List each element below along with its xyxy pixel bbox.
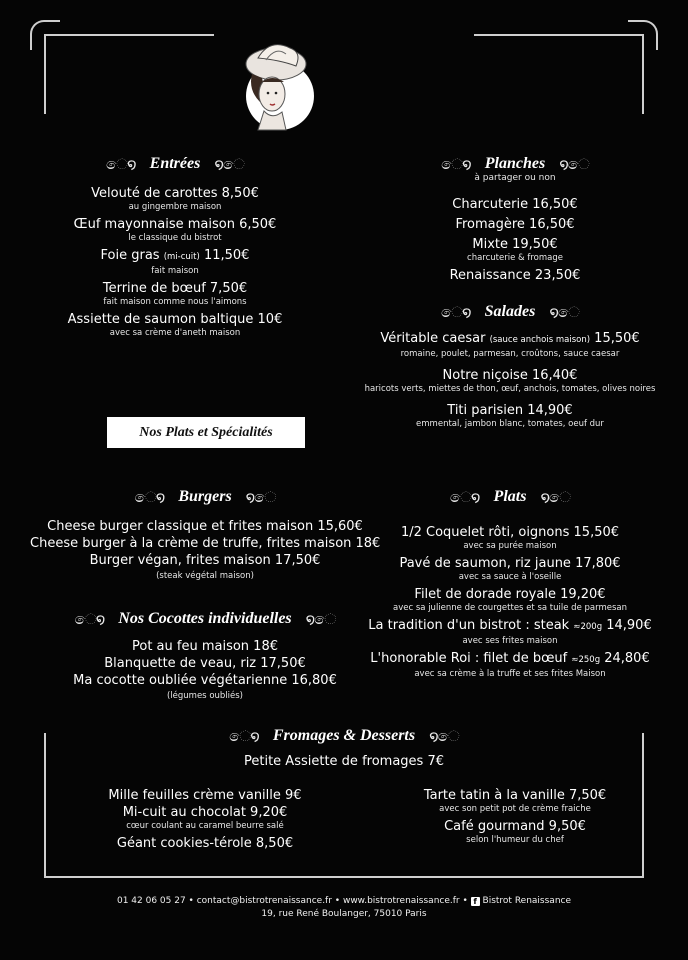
cocottes-section [40,610,370,702]
desserts-title: Fromages & Desserts [272,727,416,744]
menu-item-name: Ma cocotte oubliée végétarienne 16,80€ [73,673,337,688]
burgers-heading [30,488,380,506]
menu-item-desc: fait maison [151,266,199,276]
facebook-link[interactable]: Bistrot Renaissance [482,896,572,906]
menu-item-name: Pavé de saumon, riz jaune 17,80€ [399,556,621,571]
menu-item-name: Mi-cuit au chocolat 9,20€ [122,805,288,820]
menu-item-name: Assiette de saumon baltique 10€ [67,312,283,327]
ornament-right-icon: ໑ෙ [559,155,589,173]
salades-heading [355,303,665,321]
footer-address: 19, rue René Boulanger, 75010 Paris [261,909,427,919]
ornament-left-icon: ෙ໑ [134,488,165,506]
menu-item-desc: avec sa crème d'aneth maison [109,328,241,338]
desserts-right-column [380,787,650,846]
cocottes-title: Nos Cocottes individuelles [118,610,292,627]
menu-item-name: Burger végan, frites maison 17,50€ [89,553,321,568]
entrees-title: Entrées [149,155,201,172]
lady-hat-logo [240,38,316,134]
menu-item-desc: avec sa purée maison [463,541,557,551]
menu-item-name: L'honorable Roi : filet de bœuf ≈250g 24,80€ [370,651,650,666]
menu-item-name: Blanquette de veau, riz 17,50€ [104,656,306,671]
menu-item-desc: cœur coulant au caramel beurre salé [126,821,284,831]
salades-section [355,303,665,430]
menu-item-name: Mixte 19,50€ [472,237,558,252]
burgers-section [30,488,380,582]
menu-item-desc: (légumes oubliés) [166,691,243,701]
menu-item-desc: au gingembre maison [128,202,222,212]
menu-item-name: Véritable caesar (sauce anchois maison) 15,50€ [380,331,640,346]
ornament-right-icon: ໑ෙ [429,727,459,745]
menu-item-name: Notre niçoise 16,40€ [442,368,578,383]
planches-heading [385,155,645,173]
menu-item-name: La tradition d'un bistrot : steak ≈200g 14,90€ [368,618,652,633]
menu-item-name: 1/2 Coquelet rôti, oignons 15,50€ [400,525,620,540]
menu-item-name: Charcuterie 16,50€ [452,197,578,212]
menu-item-desc: avec son petit pot de crème fraiche [439,804,591,814]
menu-item-name: Cheese burger à la crème de truffe, frites maison 18€ [30,536,381,551]
menu-item-name: Titi parisien 14,90€ [447,403,573,418]
cheese-item: Petite Assiette de fromages 7€ [244,754,444,769]
plats-title: Plats [493,488,527,505]
planches-section [385,155,645,284]
cocottes-heading [40,610,370,628]
entrees-heading [50,155,300,173]
ornament-left-icon: ෙ໑ [441,155,471,173]
menu-item-name: Tarte tatin à la vanille 7,50€ [423,788,607,803]
ornament-right-icon: ໑ෙ [214,155,245,173]
entrees-section [50,155,300,339]
planches-subtitle: à partager ou non [474,173,556,183]
facebook-icon[interactable]: f [471,897,480,906]
menu-item-desc: avec sa julienne de courgettes et sa tuile de parmesan [393,603,627,613]
menu-item-desc: avec sa sauce à l'oseille [458,572,562,582]
ornament-left-icon: ෙ໑ [74,610,105,628]
menu-item-name: Café gourmand 9,50€ [444,819,586,834]
ornament-right-icon: ໑ෙ [245,488,276,506]
ornament-left-icon: ෙ໑ [449,488,480,506]
ornament-right-icon: ໑ෙ [549,303,580,321]
menu-item-desc: (steak végétal maison) [156,571,254,581]
plats-section [365,488,655,680]
menu-item-desc: emmental, jambon blanc, tomates, oeuf dur [416,419,604,429]
menu-item-desc: fait maison comme nous l'aimons [103,297,247,307]
menu-item-desc: avec sa crème à la truffe et ses frites Maison [414,669,606,679]
menu-item-name: Terrine de bœuf 7,50€ [102,281,248,296]
menu-item-name: Filet de dorade royale 19,20€ [414,587,606,602]
ornament-left-icon: ෙ໑ [229,727,259,745]
footer-contact-line [0,895,688,908]
specialties-banner: Nos Plats et Spécialités [107,417,305,448]
menu-item-name: Renaissance 23,50€ [449,268,581,283]
menu-item-name: Velouté de carottes 8,50€ [91,186,259,201]
ornament-right-icon: ໑ෙ [540,488,571,506]
menu-item-desc: selon l'humeur du chef [466,835,564,845]
menu-item-desc: romaine, poulet, parmesan, croûtons, sauce caesar [400,349,620,359]
menu-item-name: Mille feuilles crème vanille 9€ [108,788,302,803]
menu-item-name: Géant cookies-térole 8,50€ [116,836,294,851]
salades-title: Salades [484,303,536,320]
menu-item-desc: haricots verts, miettes de thon, œuf, anchois, tomates, olives noires [364,384,656,394]
ornament-left-icon: ෙ໑ [440,303,471,321]
menu-item-desc: charcuterie & fromage [467,253,563,263]
footer [0,895,688,921]
burgers-title: Burgers [178,488,232,505]
footer-contact[interactable]: 01 42 06 05 27 • contact@bistrotrenaissance.fr • www.bistrotrenaissance.fr • [116,896,468,906]
desserts-section [144,727,544,770]
menu-item-desc: le classique du bistrot [128,233,222,243]
ornament-right-icon: ໑ෙ [305,610,336,628]
planches-title: Planches [484,155,546,172]
plats-heading [365,488,655,506]
menu-item-name: Fromagère 16,50€ [455,217,575,232]
ornament-left-icon: ෙ໑ [105,155,136,173]
desserts-heading [144,727,544,745]
desserts-left-column [60,787,350,852]
menu-item-name: Œuf mayonnaise maison 6,50€ [73,217,277,232]
menu-item-name: Pot au feu maison 18€ [132,639,278,654]
menu-item-desc: avec ses frites maison [462,636,558,646]
menu-item-name: Foie gras (mi-cuit) 11,50€ [100,248,250,263]
menu-item-name: Cheese burger classique et frites maison 15,60€ [47,519,363,534]
